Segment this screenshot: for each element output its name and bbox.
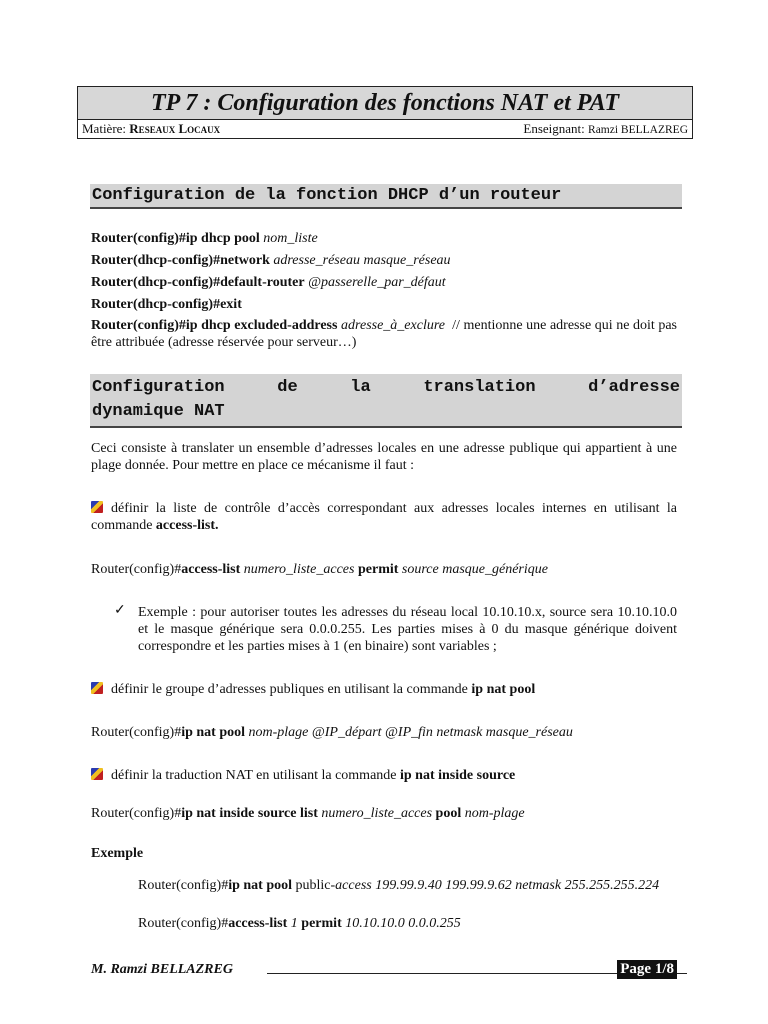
dhcp-cmd-5: Router(config)#ip dhcp excluded-address adresse_à_exclure // mentionne une adresse qui ne doit pas être attribuée (adresse réservée pour serveur…) (91, 318, 678, 350)
example-acl-cmd: Router(config)#access-list 1 permit 10.10.10.0 0.0.0.255 (138, 916, 461, 931)
acl-syntax: Router(config)#access-list numero_liste_acces permit source masque_générique (91, 562, 548, 577)
bullet-icon (91, 682, 103, 694)
header-box (77, 86, 693, 139)
page-title: TP 7 : Configuration des fonctions NAT et PAT (78, 87, 692, 120)
inside-source-syntax: Router(config)#ip nat inside source list numero_liste_acces pool nom-plage (91, 806, 525, 821)
section-heading-nat: Configuration de la translation d’adresse dynamique NAT (90, 374, 682, 428)
bullet-pool: définir le groupe d’adresses publiques en utilisant la commande ip nat pool (91, 681, 677, 698)
acl-example: Exemple : pour autoriser toutes les adresses du réseau local 10.10.10.x, source sera 10.10.10.0 et le masque générique sera 0.0.0.255. Les parties mises à 0 du masque générique doivent correspondre et les parties mises à 1 (en binaire) sont variables ; (138, 605, 677, 654)
bullet-icon (91, 768, 103, 780)
example-pool-cmd: Router(config)#ip nat pool public-access 199.99.9.40 199.99.9.62 netmask 255.255.255.224 (138, 878, 660, 893)
bullet-icon (91, 501, 103, 513)
example-heading: Exemple (91, 846, 144, 861)
subject: Matière: Reseaux Locaux (82, 121, 221, 136)
section-heading-dhcp: Configuration de la fonction DHCP d’un routeur (90, 184, 682, 209)
pool-syntax: Router(config)#ip nat pool nom-plage @IP_départ @IP_fin netmask masque_réseau (91, 725, 573, 740)
bullet-inside-source: définir la traduction NAT en utilisant la commande ip nat inside source (91, 767, 677, 784)
dhcp-cmd-3: Router(dhcp-config)#default-router @passerelle_par_défaut (91, 275, 446, 290)
footer-author: M. Ramzi BELLAZREG (91, 962, 233, 977)
header-info-row (78, 120, 692, 138)
check-icon: ✓ (114, 603, 126, 618)
bullet-acl: définir la liste de contrôle d’accès correspondant aux adresses locales internes en utilisant la commande access-list. (91, 501, 677, 533)
footer (91, 962, 677, 984)
dhcp-cmd-4: Router(dhcp-config)#exit (91, 297, 242, 312)
page-number: Page 1/8 (617, 960, 677, 979)
teacher: Enseignant: Ramzi BELLAZREG (523, 121, 688, 136)
nat-intro: Ceci consiste à translater un ensemble d’adresses locales en une adresse publique qui appartient à une plage donnée. Pour mettre en place ce mécanisme il faut : (91, 441, 677, 473)
dhcp-cmd-2: Router(dhcp-config)#network adresse_réseau masque_réseau (91, 253, 451, 268)
dhcp-cmd-1: Router(config)#ip dhcp pool nom_liste (91, 231, 318, 246)
